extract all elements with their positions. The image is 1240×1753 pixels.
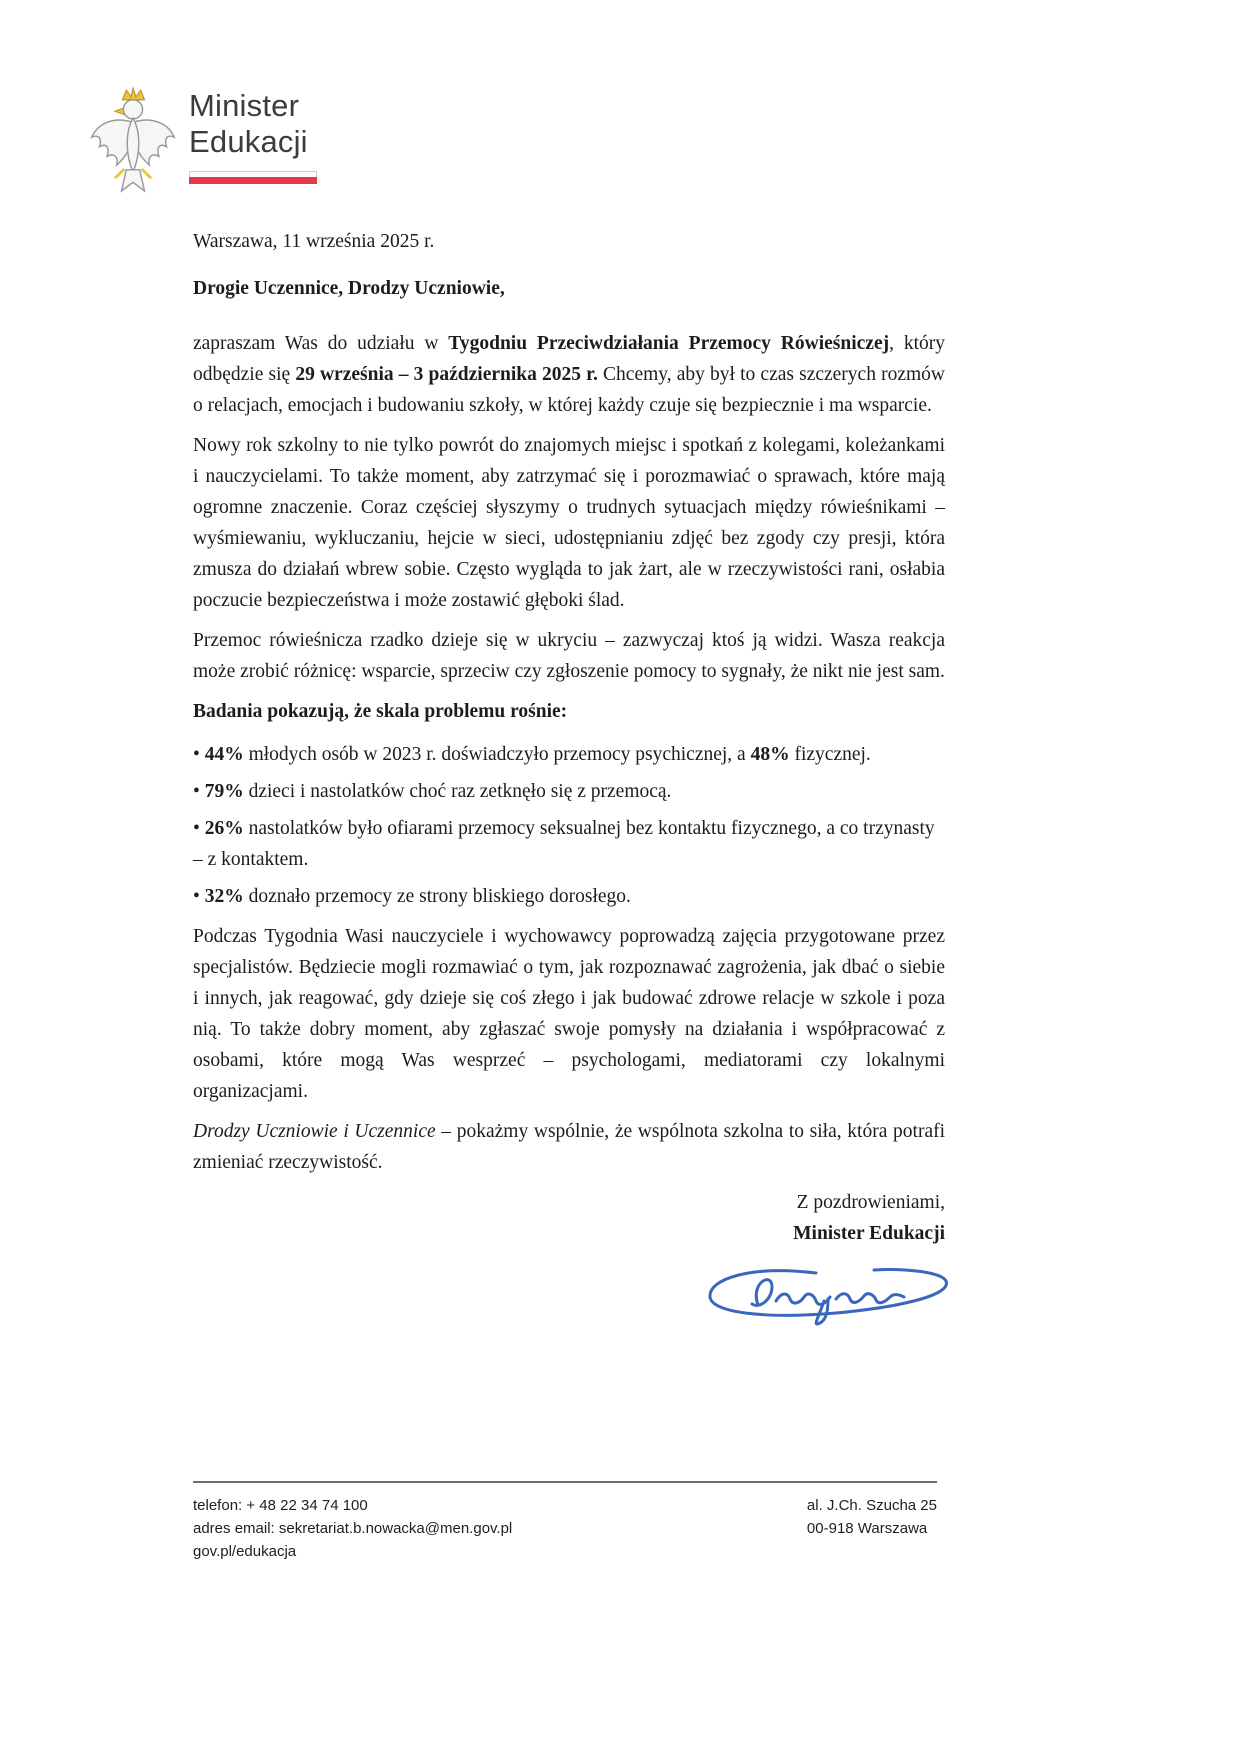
footer-address-city: 00-918 Warszawa [806, 1520, 928, 1537]
letter-body [193, 226, 945, 1331]
signoff-sender: Minister Edukacji [793, 1223, 945, 1244]
statistic-item-contact: • 79% dzieci i nastolatków choć raz zetknęło się z przemocą. [193, 781, 672, 802]
handwritten-signature-icon [193, 1259, 945, 1331]
dateline: Warszawa, 11 września 2025 r. [193, 231, 435, 252]
statistic-item-psychological: • 44% młodych osób w 2023 r. doświadczyło przemocy psychicznej, a 48% fizycznej. [193, 744, 871, 765]
footer-address [807, 1494, 937, 1540]
research-heading: Badania pokazują, że skala problemu rośnie: [193, 701, 568, 722]
statistic-item-adult: • 32% doznało przemocy ze strony bliskiego dorosłego. [193, 886, 631, 907]
paragraph-invitation: zapraszam Was do udziału w Tygodniu Przeciwdziałania Przemocy Rówieśniczej, który odbędzie się 29 września – 3 października 2025 r. Chcemy, aby był to czas szczerych rozmów o relacjach, emocjach i budowaniu szkoły, w której każdy czuje się bezpiecznie i ma wsparcie. [193, 333, 945, 416]
polish-eagle-emblem-icon [85, 84, 181, 200]
poland-flag-bar [189, 171, 317, 184]
statistics-list [193, 739, 945, 912]
signoff [193, 1187, 945, 1249]
paragraph-during-week: Podczas Tygodnia Wasi nauczyciele i wychowawcy poprowadzą zajęcia przygotowane przez specjalistów. Będziecie mogli rozmawiać o tym, jak rozpoznawać zagrożenia, jak dbać o siebie i innych, jak reagować, gdy dzieje się coś złego i jak budować zdrowe relacje w szkole i poza nią. To także dobry moment, aby zgłaszać swoje pomysły na działania i współpracować z osobami, które mogą Was wesprzeć – psychologami, mediatorami czy lokalnymi organizacjami. [193, 926, 945, 1102]
paragraph-new-school-year: Nowy rok szkolny to nie tylko powrót do znajomych miejsc i spotkań z kolegami, koleżankami i nauczycielami. To także moment, aby zatrzymać się i porozmawiać o sprawach, które mają ogromne znaczenie. Coraz częściej słyszymy o trudnych sytuacjach między rówieśnikami – wyśmiewaniu, wykluczaniu, hejcie w sieci, udostępnianiu zdjęć bez zgody czy presji, która zmusza do działań wbrew sobie. Często wygląda to jak żart, ale w rzeczywistości rani, osłabia poczucie bezpieczeństwa i może zostawić głęboki ślad. [193, 435, 945, 611]
paragraph-closing-appeal: Drodzy Uczniowie i Uczennice – pokażmy wspólnie, że wspólnota szkolna to siła, która potrafi zmieniać rzeczywistość. [193, 1121, 946, 1173]
footer-phone: telefon: + 48 22 34 74 100 [193, 1497, 368, 1514]
paragraph-peer-violence: Przemoc rówieśnicza rzadko dzieje się w ukryciu – zazwyczaj ktoś ją widzi. Wasza reakcja może zrobić różnicę: wsparcie, sprzeciw czy zgłoszenie pomocy to sygnały, że nikt nie jest sam. [193, 630, 945, 682]
letterhead-title-line1: Minister [189, 88, 300, 123]
salutation: Drogie Uczennice, Drodzy Uczniowie, [193, 278, 505, 299]
flag-red-stripe [189, 177, 317, 184]
footer [193, 1481, 937, 1563]
letterhead [85, 84, 485, 214]
footer-contact [193, 1494, 512, 1563]
statistic-item-sexual: • 26% nastolatków było ofiarami przemocy seksualnej bez kontaktu fizycznego, a co trzynasty – z kontaktem. [193, 818, 935, 870]
letterhead-title [189, 88, 317, 184]
footer-website: gov.pl/edukacja [193, 1543, 297, 1560]
footer-address-street: al. J.Ch. Szucha 25 [806, 1497, 937, 1514]
footer-email: adres email: sekretariat.b.nowacka@men.gov.pl [193, 1520, 513, 1537]
letterhead-title-line2: Edukacji [189, 124, 308, 159]
signoff-greeting: Z pozdrowieniami, [796, 1192, 945, 1213]
